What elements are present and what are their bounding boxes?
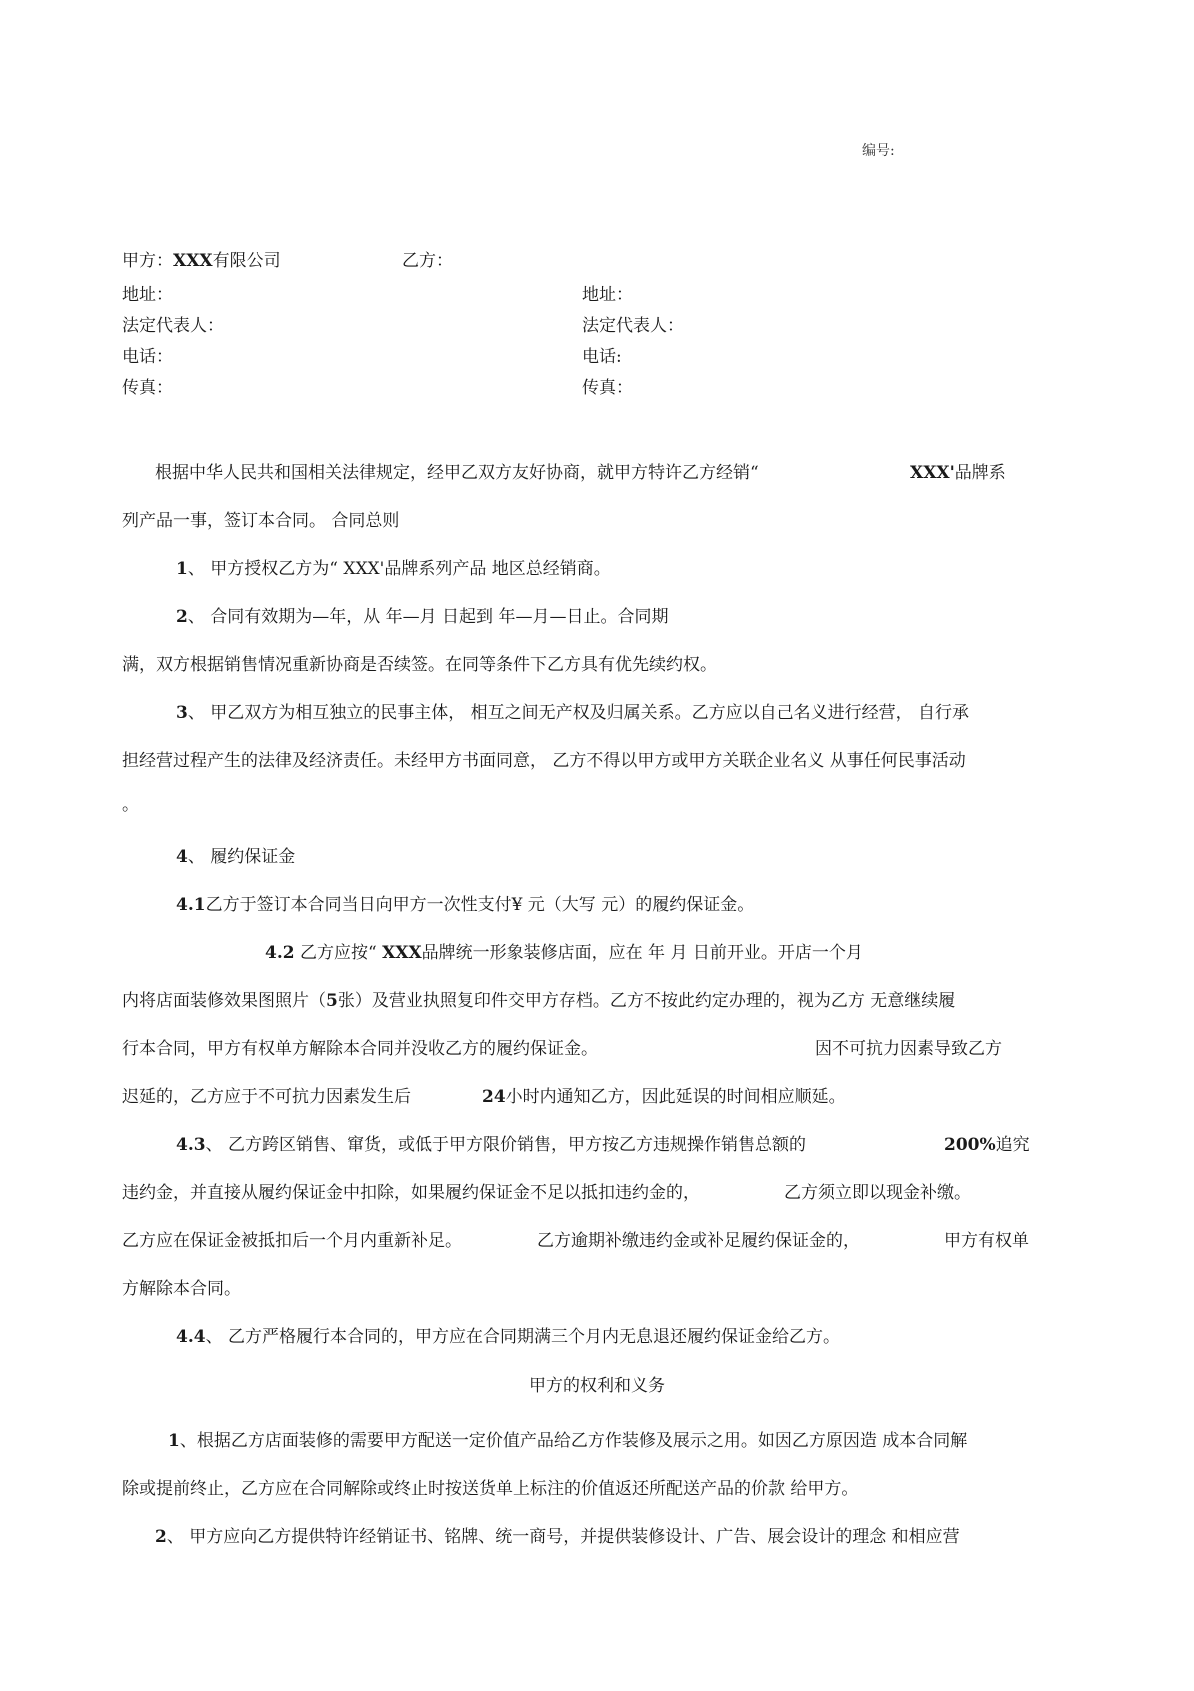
clause-4-1 (176, 890, 754, 915)
party-a-legal-rep-label: 法定代表人： (122, 316, 224, 336)
clause-4-3-pct-line (944, 1130, 1030, 1155)
clause-3-line-3: 。 (122, 795, 139, 815)
clause-4-3-line-2-b: 乙方须立即以现金补缴。 (784, 1183, 971, 1203)
party-a-phone-label: 电话： (122, 347, 173, 367)
right-1-line-2: 除或提前终止，乙方应在合同解除或终止时按送货单上标注的价值返还所配送产品的价款 给甲方。 (122, 1479, 859, 1499)
intro-line-2: 列产品一事，签订本合同。 合同总则 (122, 511, 400, 531)
clause-4-number: 4 (176, 847, 188, 867)
intro-line-1-brand (910, 458, 1006, 483)
clause-4-3-line-2: 违约金，并直接从履约保证金中扣除，如果履约保证金不足以抵扣违约金的， (122, 1183, 700, 1203)
clause-4-text: 、 履约保证金 (187, 847, 296, 867)
clause-4-3-line-3-b: 乙方逾期补缴违约金或补足履约保证金的， (537, 1231, 860, 1251)
clause-1-number: 1 (176, 559, 188, 579)
clause-3-text: 、 甲乙双方为相互独立的民事主体， 相互之间无产权及归属关系。乙方应以自己名义进行经营， 自行承 (187, 703, 970, 723)
clause-3-number: 3 (176, 703, 188, 723)
clause-4-2-text-a: 乙方应按“ (294, 943, 383, 963)
party-b-address-label: 地址： (582, 285, 633, 305)
clause-4-2-line-4-text: 小时内通知乙方，因此延误的时间相应顺延。 (505, 1087, 846, 1107)
clause-2-text: 、 合同有效期为—年，从 年—月 日起到 年—月—日止。合同期 (187, 607, 669, 627)
clause-4 (176, 842, 295, 867)
clause-4-1-text: 乙方于签订本合同当日向甲方一次性支付¥ 元（大写 元）的履约保证金。 (205, 895, 755, 915)
clause-4-2-text-b: 品牌统一形象装修店面，应在 年 月 日前开业。开店一个月 (421, 943, 863, 963)
right-1-number: 1 (168, 1431, 180, 1451)
clause-4-2-hours: 24 (482, 1087, 506, 1107)
clause-4-4-number: 4.4 (176, 1327, 206, 1347)
right-2 (155, 1522, 960, 1547)
right-2-text: 、 甲方应向乙方提供特许经销证书、铭牌、统一商号，并提供装修设计、广告、展会设计的理念 和相应营 (166, 1527, 960, 1547)
clause-2-number: 2 (176, 607, 188, 627)
clause-4-2-line-3: 行本合同，甲方有权单方解除本合同并没收乙方的履约保证金。 (122, 1039, 598, 1059)
clause-4-3-text: 、 乙方跨区销售、窜货，或低于甲方限价销售，甲方按乙方违规操作销售总额的 (205, 1135, 806, 1155)
intro-brand-suffix: 品牌系 (954, 463, 1006, 483)
party-a-address-label: 地址： (122, 285, 173, 305)
clause-2-line-2: 满，双方根据销售情况重新协商是否续签。在同等条件下乙方具有优先续约权。 (122, 655, 717, 675)
clause-1-text: 、 甲方授权乙方为“ XXX'品牌系列产品 地区总经销商。 (187, 559, 611, 579)
clause-2 (176, 602, 668, 627)
clause-4-2-line-2-a: 内将店面装修效果图照片（ (122, 991, 326, 1011)
right-2-number: 2 (155, 1527, 167, 1547)
clause-4-3-line-3: 乙方应在保证金被抵扣后一个月内重新补足。 (122, 1231, 462, 1251)
serial-number-label: 编号: (862, 143, 895, 159)
party-b-fax-label: 传真： (582, 378, 633, 398)
clause-4-2-photo-count: 5 (326, 991, 338, 1011)
party-a-line (122, 246, 281, 271)
right-1 (168, 1426, 967, 1451)
clause-4-2-line-4-b (482, 1082, 846, 1107)
intro-brand: XXX' (910, 463, 955, 483)
clause-4-2 (265, 938, 863, 963)
clause-4-3-text-b: 追究 (995, 1135, 1030, 1155)
right-1-text: 、根据乙方店面装修的需要甲方配送一定价值产品给乙方作装修及展示之用。如因乙方原因造 成本合同解 (179, 1431, 968, 1451)
party-a-fax-label: 传真： (122, 378, 173, 398)
clause-4-3-line-3-c: 甲方有权单 (944, 1231, 1029, 1251)
clause-3-line-2: 担经营过程产生的法律及经济责任。未经甲方书面同意， 乙方不得以甲方或甲方关联企业名义 从事任何民事活动 (122, 751, 966, 771)
clause-1 (176, 554, 611, 579)
party-b-label: 乙方： (402, 251, 453, 271)
clause-4-2-brand: XXX (382, 943, 422, 963)
clause-4-3-number: 4.3 (176, 1135, 206, 1155)
party-a-label: 甲方： (122, 251, 173, 271)
clause-4-2-line-3-b: 因不可抗力因素导致乙方 (815, 1039, 1002, 1059)
section-title: 甲方的权利和义务 (529, 1376, 665, 1396)
clause-4-3-line-4: 方解除本合同。 (122, 1279, 241, 1299)
clause-4-3 (176, 1130, 806, 1155)
clause-4-4 (176, 1322, 840, 1347)
clause-3 (176, 698, 969, 723)
clause-4-2-line-2 (122, 986, 955, 1011)
clause-4-3-percentage: 200% (944, 1135, 996, 1155)
clause-4-2-line-4: 迟延的，乙方应于不可抗力因素发生后 (122, 1087, 411, 1107)
clause-4-1-number: 4.1 (176, 895, 206, 915)
clause-4-2-number: 4.2 (265, 943, 295, 963)
party-b-phone-label: 电话: (582, 347, 622, 367)
party-a-name: XXX (173, 251, 213, 271)
clause-4-2-line-2-b: 张）及营业执照复印件交甲方存档。乙方不按此约定办理的，视为乙方 无意继续履 (337, 991, 956, 1011)
party-a-name-suffix: 有限公司 (212, 251, 281, 271)
party-b-legal-rep-label: 法定代表人： (582, 316, 684, 336)
clause-4-4-text: 、 乙方严格履行本合同的，甲方应在合同期满三个月内无息退还履约保证金给乙方。 (205, 1327, 840, 1347)
intro-text: 根据中华人民共和国相关法律规定，经甲乙双方友好协商，就甲方特许乙方经销“ (155, 463, 759, 483)
intro-line-1 (155, 458, 759, 483)
